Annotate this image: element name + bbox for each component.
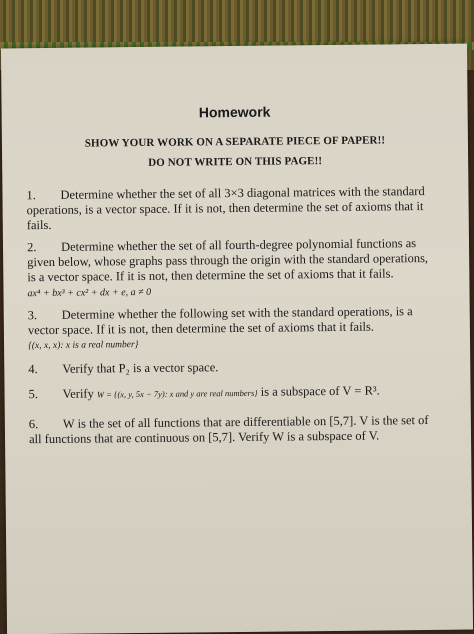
subspace-formula: W = {(x, y, 5x − 7y): x and y are real numbers} [96,387,258,400]
question-text: Verify that P₂ is a vector space. [62,360,219,376]
polynomial-formula: ax⁴ + bx³ + cx² + dx + e, a ≠ 0 [27,286,152,300]
page-title: Homework [198,103,271,121]
question-number: 4. [28,362,38,377]
question-text-after: is a subspace of V = R³. [260,383,380,399]
question-2 [27,236,436,301]
question-text: Determine whether the following set with the standard operations, is a vector space. If it is not, then determine the set of axioms that it fails. [27,304,413,338]
instruction-do-not-write: DO NOT WRITE ON THIS PAGE!! [148,155,323,169]
question-3 [28,304,436,354]
question-number: 5. [28,387,39,402]
question-4 [28,358,436,377]
question-number: 2. [26,240,37,255]
question-number: 3. [27,308,38,323]
question-text: Determine whether the set of all 3×3 diagonal matrices with the standard operations, is a vector space. If it is not, then determine the set of axioms that it fails. [26,184,425,233]
set-formula: {(x, x, x): x is a real number} [28,340,139,352]
question-number: 1. [26,188,36,203]
question-1 [26,184,434,233]
question-6 [29,413,437,447]
question-text-before: Verify [62,386,94,401]
question-text: Determine whether the set of all fourth-degree polynomial functions as given below, whose graphs pass through the origin with the standard operations, is a vector space. If it is not, then determine the set of axioms that it fails. [27,236,429,285]
homework-sheet [1,44,473,634]
question-text: W is the set of all functions that are differentiable on [5,7]. V is the set of all functions that are continuous on [5,7]. Verify W is a subspace of V. [28,412,429,447]
question-5 [28,383,436,403]
question-number: 6. [28,417,39,432]
instruction-show-work: SHOW YOUR WORK ON A SEPARATE PIECE OF PAPER!! [84,134,386,150]
